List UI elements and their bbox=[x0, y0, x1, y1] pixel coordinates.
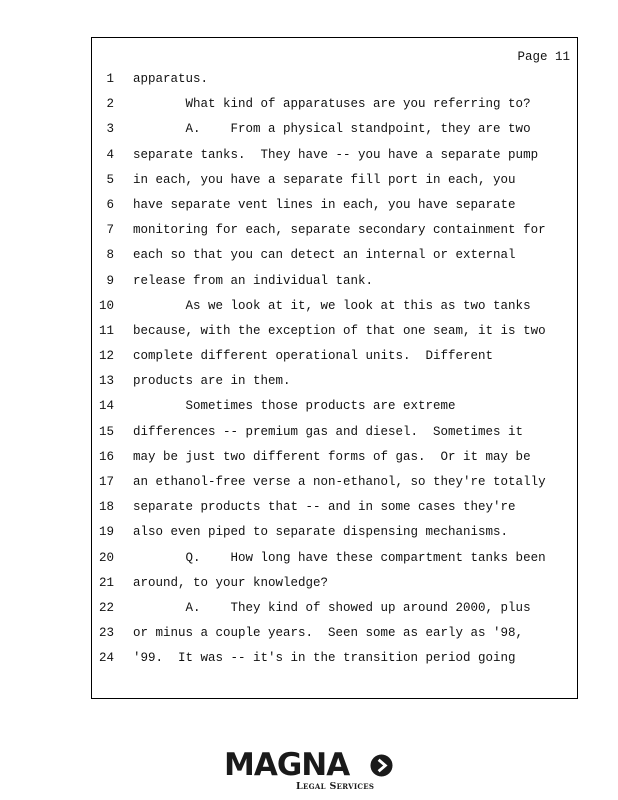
line-text: have separate vent lines in each, you have separate bbox=[133, 197, 516, 212]
line-number: 9 bbox=[106, 273, 114, 288]
transcript-line bbox=[92, 369, 577, 394]
transcript-line bbox=[92, 420, 577, 445]
line-text: or minus a couple years. Seen some as early as '98, bbox=[133, 626, 524, 641]
line-number: 24 bbox=[98, 651, 114, 666]
line-text: Sometimes those products are extreme bbox=[133, 399, 456, 414]
line-text: also even piped to separate dispensing mechanisms. bbox=[133, 525, 509, 540]
line-text: What kind of apparatuses are you referring to? bbox=[133, 97, 531, 112]
line-number: 22 bbox=[98, 600, 114, 615]
transcript-line bbox=[92, 117, 577, 142]
transcript-line bbox=[92, 520, 577, 545]
line-number: 2 bbox=[106, 97, 114, 112]
line-text: may be just two different forms of gas. Or it may be bbox=[133, 449, 531, 464]
transcript-line bbox=[92, 193, 577, 218]
transcript-line bbox=[92, 294, 577, 319]
line-text: release from an individual tank. bbox=[133, 273, 374, 288]
line-number: 4 bbox=[106, 147, 114, 162]
line-number: 12 bbox=[98, 349, 114, 364]
line-number: 15 bbox=[98, 424, 114, 439]
transcript-line bbox=[92, 92, 577, 117]
line-text: separate products that -- and in some cases they're bbox=[133, 500, 516, 515]
page-number: Page 11 bbox=[517, 50, 570, 64]
line-number: 8 bbox=[106, 248, 114, 263]
line-number: 20 bbox=[98, 550, 114, 565]
transcript-line bbox=[92, 596, 577, 621]
transcript-line bbox=[92, 143, 577, 168]
transcript-line bbox=[92, 445, 577, 470]
line-number: 3 bbox=[106, 122, 114, 137]
line-number: 23 bbox=[98, 626, 114, 641]
transcript-line bbox=[92, 344, 577, 369]
line-text: each so that you can detect an internal or external bbox=[133, 248, 516, 263]
line-text: '99. It was -- it's in the transition period going bbox=[133, 651, 516, 666]
line-text: complete different operational units. Different bbox=[133, 349, 494, 364]
transcript-line bbox=[92, 319, 577, 344]
transcript-line bbox=[92, 67, 577, 92]
line-number: 17 bbox=[98, 475, 114, 489]
chevron-right-circle-icon bbox=[370, 754, 393, 777]
magna-logo bbox=[224, 748, 396, 792]
line-number: 1 bbox=[106, 72, 114, 86]
transcript-line bbox=[92, 546, 577, 571]
line-text: monitoring for each, separate secondary containment for bbox=[133, 223, 546, 238]
line-number: 14 bbox=[98, 399, 114, 414]
line-number: 7 bbox=[106, 223, 114, 238]
line-text: products are in them. bbox=[133, 374, 291, 389]
transcript-line bbox=[92, 269, 577, 294]
line-text: because, with the exception of that one seam, it is two bbox=[133, 323, 546, 338]
transcript-line bbox=[92, 218, 577, 243]
transcript-line bbox=[92, 495, 577, 520]
line-text: A. They kind of showed up around 2000, plus bbox=[133, 600, 531, 615]
transcript-page bbox=[91, 37, 578, 699]
line-number: 5 bbox=[106, 172, 114, 187]
line-text: A. From a physical standpoint, they are two bbox=[133, 122, 531, 137]
transcript-line bbox=[92, 394, 577, 419]
line-number: 18 bbox=[98, 500, 114, 515]
line-number: 10 bbox=[98, 298, 114, 313]
line-text: As we look at it, we look at this as two tanks bbox=[133, 298, 531, 313]
line-number: 6 bbox=[106, 197, 114, 212]
transcript-lines bbox=[92, 67, 577, 672]
transcript-line bbox=[92, 168, 577, 193]
line-number: 11 bbox=[98, 323, 114, 338]
line-number: 16 bbox=[98, 449, 114, 464]
line-text: around, to your knowledge? bbox=[133, 575, 329, 590]
line-text: differences -- premium gas and diesel. Sometimes it bbox=[133, 424, 524, 439]
line-text: Q. How long have these compartment tanks been bbox=[133, 550, 546, 565]
transcript-line bbox=[92, 571, 577, 596]
line-number: 13 bbox=[98, 374, 114, 389]
line-number: 21 bbox=[98, 575, 114, 590]
logo-subtitle: Legal Services bbox=[296, 781, 375, 792]
line-number: 19 bbox=[98, 525, 114, 540]
logo-wordmark: MAGNA bbox=[224, 747, 350, 783]
transcript-line bbox=[92, 470, 577, 495]
transcript-line bbox=[92, 621, 577, 646]
transcript-line bbox=[92, 646, 577, 671]
line-text: separate tanks. They have -- you have a separate pump bbox=[133, 147, 539, 162]
line-text: an ethanol-free verse a non-ethanol, so they're totally bbox=[133, 475, 546, 489]
line-text: apparatus. bbox=[133, 72, 209, 86]
line-text: in each, you have a separate fill port in each, you bbox=[133, 172, 516, 187]
transcript-line bbox=[92, 243, 577, 268]
